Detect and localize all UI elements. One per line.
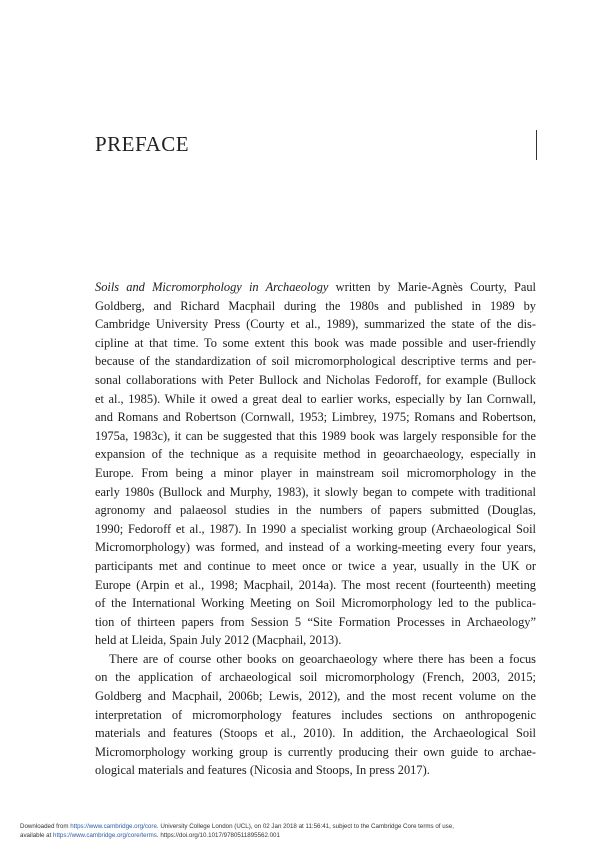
text-segment: et al., 1985). While it owed a great deal to earlier works, especially by Ian Cornwall, [95,391,536,406]
text-line [95,724,536,743]
text-line [95,743,536,762]
text-segment: of the International Working Meeting on Soil Micromorphology led to the publica- [95,596,536,611]
text-segment: Micromorphology) was formed, and instead of a working-meeting every four years, [95,540,536,555]
text-segment: ological materials and features (Nicosia and Stoops, In press 2017). [95,763,430,778]
text-line [95,483,536,502]
text-segment: interpretation of micromorphology features includes sections on anthropogenic [95,707,536,722]
text-line [95,650,536,669]
text-segment: tion of thirteen papers from Session 5 “Site Formation Processes in Archaeology” [95,614,536,629]
text-line [95,594,536,613]
text-line [95,278,536,297]
text-segment: participants met and continue to meet once or twice a year, usually in the UK or [95,558,536,573]
text-segment: because of the standardization of soil micromorphological descriptive terms and per- [95,354,536,369]
text-segment: expansion of the technique as a requisite method in geoarchaeology, especially in [95,447,536,462]
text-segment: There are of course other books on geoarchaeology where there has been a focus [109,651,536,666]
download-footer [20,822,590,840]
terms-link[interactable]: https://www.cambridge.org/core/terms [53,832,157,839]
text-line [95,445,536,464]
text-line [95,408,536,427]
text-segment: written by Marie-Agnès Courty, Paul [328,280,537,294]
text-line [95,501,536,520]
text-line [95,315,536,334]
text-segment: 1975a, 1983c), it can be suggested that this 1989 book was largely responsible for the [95,428,536,443]
text-segment: Cambridge University Press (Courty et al., 1989), summarized the state of the dis- [95,317,536,332]
text-segment: held at Lleida, Spain July 2012 (Macphail, 2013). [95,633,342,648]
text-line [95,761,536,780]
footer-line-1 [20,822,590,831]
text-line [95,371,536,390]
text-line [95,687,536,706]
text-segment: Micromorphology working group is currently producing their own guide to archae- [95,744,536,759]
text-segment: Europe. From being a minor player in mainstream soil micromorphology in the [95,465,536,480]
text-segment: and Romans and Robertson (Cornwall, 1953; Limbrey, 1975; Romans and Robertson, [95,410,536,425]
text-line [95,334,536,353]
footer-available-label: available at [20,832,54,839]
text-line [95,668,536,687]
text-line [95,538,536,557]
text-line [95,390,536,409]
heading-rule [536,130,537,160]
text-line [95,631,536,650]
text-segment: early 1980s (Bullock and Murphy, 1983), it slowly began to compete with traditional [95,484,536,499]
text-line [95,557,536,576]
footer-downloaded-label: Downloaded from [20,823,71,830]
text-segment: agronomy and palaeosol studies in the numbers of papers submitted (Douglas, [95,503,536,518]
text-segment: Goldberg, and Richard Macphail during the 1980s and published in 1989 by [95,298,536,313]
preface-paragraph [95,650,536,780]
text-line [95,464,536,483]
text-segment: Goldberg and Macphail, 2006b; Lewis, 2012), and the most recent volume on the [95,689,536,704]
text-line [95,297,536,316]
text-line [95,520,536,539]
preface-body [95,278,536,780]
text-line [95,352,536,371]
text-line [95,706,536,725]
text-line [95,427,536,446]
text-segment: cipline at that time. To some extent this book was made possible and user-friendly [95,335,536,350]
text-segment: sonal collaborations with Peter Bullock and Nicholas Fedoroff, for example (Bullock [95,372,536,387]
core-link[interactable]: https://www.cambridge.org/core [70,823,157,830]
chapter-title: PREFACE [95,132,190,156]
preface-paragraph [95,278,536,650]
footer-doi-text: . https://doi.org/10.1017/9780511895562.001 [156,832,280,839]
text-segment: materials and features (Stoops et al., 2010). In addition, the Archaeological Soil [95,726,536,741]
text-segment: 1990; Fedoroff et al., 1987). In 1990 a specialist working group (Archaeological Soil [95,521,536,536]
text-segment: Europe (Arpin et al., 1998; Macphail, 2014a). The most recent (fourteenth) meeting [95,577,536,592]
text-segment: on the application of archaeological soil micromorphology (French, 2003, 2015; [95,670,536,685]
footer-line-2 [20,831,590,840]
footer-access-text: . University College London (UCL), on 02 Jan 2018 at 11:56:41, subject to the Cambridge Core terms of use, [156,823,454,830]
book-title-italic: Soils and Micromorphology in Archaeology [95,280,329,294]
text-line [95,613,536,632]
text-line [95,576,536,595]
